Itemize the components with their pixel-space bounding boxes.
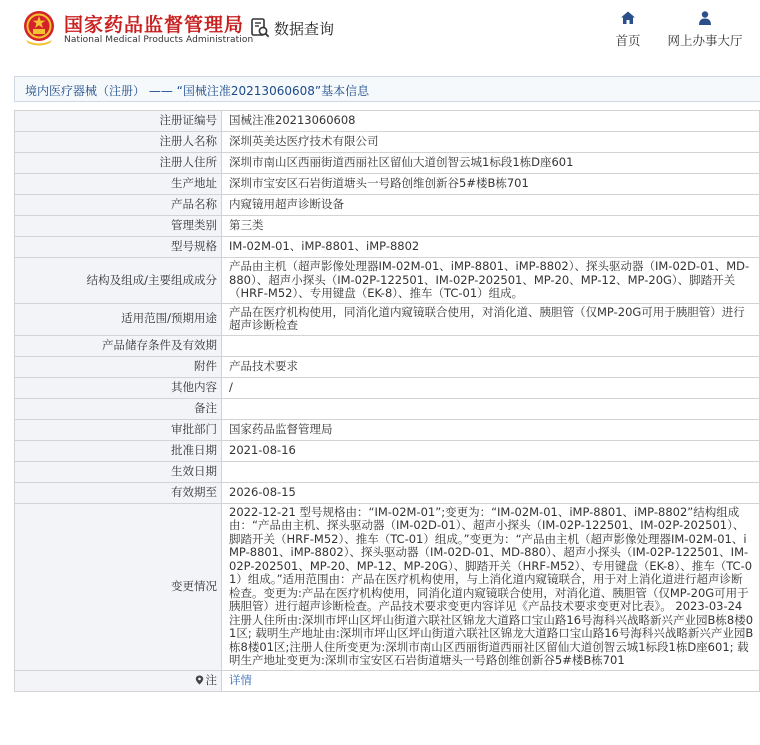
row-value bbox=[222, 461, 760, 482]
row-value: 2026-08-15 bbox=[222, 482, 760, 503]
details-link[interactable]: 详情 bbox=[229, 672, 252, 687]
row-label: 结构及组成/主要组成成分 bbox=[15, 258, 222, 304]
row-label: 注册人名称 bbox=[15, 132, 222, 153]
table-row bbox=[15, 237, 760, 258]
row-value bbox=[222, 335, 760, 356]
row-label: 附件 bbox=[15, 356, 222, 377]
row-value: 内窥镜用超声诊断设备 bbox=[222, 195, 760, 216]
site-header bbox=[0, 0, 760, 56]
row-label: 生效日期 bbox=[15, 461, 222, 482]
table-row bbox=[15, 503, 760, 670]
home-icon bbox=[620, 10, 636, 26]
row-value: 产品在医疗机构使用，同消化道内窥镜联合使用，对消化道、胰胆管（仅MP-20G可用于胰胆管）进行超声诊断检查 bbox=[222, 303, 760, 335]
row-value: 产品由主机（超声影像处理器IM-02M-01、iMP-8801、iMP-8802）、探头驱动器（IM-02D-01、MD-880）、超声小探头（IM-02P-122501、IM-02P-202501、MP-20、MP-12、MP-20G）、脚踏开关（HRF-M52）、专用键盘（EK-8）、推车（TC-01）组成。 bbox=[222, 258, 760, 304]
pin-icon bbox=[195, 675, 204, 685]
row-value: 国械注准20213060608 bbox=[222, 111, 760, 132]
search-document-icon bbox=[250, 17, 270, 39]
row-value: 深圳市南山区西丽街道西丽社区留仙大道创智云城1标段1栋D座601 bbox=[222, 153, 760, 174]
row-value: 深圳英美达医疗技术有限公司 bbox=[222, 132, 760, 153]
user-icon bbox=[697, 10, 713, 26]
row-value: 产品技术要求 bbox=[222, 356, 760, 377]
row-label: 审批部门 bbox=[15, 419, 222, 440]
note-label-text: 注 bbox=[205, 672, 217, 687]
table-row bbox=[15, 398, 760, 419]
breadcrumb-section-link[interactable]: 境内医疗器械（注册） bbox=[25, 84, 146, 98]
home-nav-label: 首页 bbox=[615, 33, 641, 48]
row-value: 深圳市宝安区石岩街道塘头一号路创维创新谷5#楼B栋701 bbox=[222, 174, 760, 195]
row-label: 产品名称 bbox=[15, 195, 222, 216]
row-value: 国家药品监督管理局 bbox=[222, 419, 760, 440]
table-row bbox=[15, 440, 760, 461]
breadcrumb-separator: —— bbox=[148, 84, 173, 98]
row-value: / bbox=[222, 377, 760, 398]
row-value bbox=[222, 670, 760, 691]
row-label: 生产地址 bbox=[15, 174, 222, 195]
logo-title[interactable]: 国家药品监督管理局 bbox=[64, 14, 245, 36]
row-value bbox=[222, 398, 760, 419]
row-value: 2021-08-16 bbox=[222, 440, 760, 461]
table-row bbox=[15, 670, 760, 691]
row-label: 备注 bbox=[15, 398, 222, 419]
data-query-link[interactable] bbox=[250, 16, 334, 40]
table-row bbox=[15, 174, 760, 195]
table-row bbox=[15, 419, 760, 440]
table-row bbox=[15, 335, 760, 356]
breadcrumb bbox=[25, 82, 369, 99]
row-value: IM-02M-01、iMP-8801、iMP-8802 bbox=[222, 237, 760, 258]
row-label: 其他内容 bbox=[15, 377, 222, 398]
row-label: 注册人住所 bbox=[15, 153, 222, 174]
home-nav-button[interactable] bbox=[606, 10, 650, 49]
table-row bbox=[15, 195, 760, 216]
online-office-nav-label: 网上办事大厅 bbox=[667, 33, 743, 48]
row-value: 第三类 bbox=[222, 216, 760, 237]
row-label: 有效期至 bbox=[15, 482, 222, 503]
table-row bbox=[15, 258, 760, 304]
table-row bbox=[15, 216, 760, 237]
table-row bbox=[15, 356, 760, 377]
row-label: 批准日期 bbox=[15, 440, 222, 461]
row-label: 适用范围/预期用途 bbox=[15, 303, 222, 335]
breadcrumb-bar bbox=[14, 76, 760, 102]
table-row bbox=[15, 461, 760, 482]
logo-subtitle[interactable]: National Medical Products Administration bbox=[64, 35, 254, 45]
device-info-table bbox=[14, 110, 760, 692]
row-value: 2022-12-21 型号规格由：“IM-02M-01”;变更为：“IM-02M-01、iMP-8801、iMP-8802”结构组成由：“产品由主机、探头驱动器（IM-02D-01）、超声小探头（IM-02P-122501、IM-02P-202501）、脚踏开关（HRF-M52）、推车（TC-01）组成。”变更为：“产品由主机（超声影像处理器IM-02M-01、iMP-8801、iMP-8802）、探头驱动器（IM-02D-01、MD-880）、超声小探头（IM-02P-122501、IM-02P-202501、MP-20、MP-12、MP-20G）、脚踏开关（HRF-M52）、专用键盘（EK-8）、推车（TC-01）组成。”适用范围由：产品在医疗机构使用，与上消化道内窥镜联合，用于对上消化道进行超声诊断检查。变更为:产品在医疗机构使用，同消化道内窥镜联合使用，对消化道、胰胆管（仅MP-20G可用于胰胆管）进行超声诊断检查。产品技术要求变更内容详见《产品技术要求变更对比表》。 2023-03-24 注册人住所由:深圳市坪山区坪山街道六联社区锦龙大道路口宝山路16号海科兴战略新兴产业园B栋8楼01区; 载明生产地址由:深圳市坪山区坪山街道六联社区锦龙大道路口宝山路16号海科兴战略新兴产业园B栋8楼01区;注册人住所变更为:深圳市南山区西丽街道西丽社区留仙大道创智云城1标段1栋D座601; 载明生产地址变更为:深圳市宝安区石岩街道塘头一号路创维创新谷5#楼B栋701 bbox=[222, 503, 760, 670]
online-office-nav-button[interactable] bbox=[660, 10, 750, 49]
table-row bbox=[15, 482, 760, 503]
table-row bbox=[15, 377, 760, 398]
table-row bbox=[15, 303, 760, 335]
row-label: 注册证编号 bbox=[15, 111, 222, 132]
data-query-label: 数据查询 bbox=[274, 19, 335, 38]
table-row bbox=[15, 132, 760, 153]
national-emblem-icon[interactable] bbox=[22, 10, 56, 46]
table-row bbox=[15, 111, 760, 132]
row-label: 产品储存条件及有效期 bbox=[15, 335, 222, 356]
row-label: 型号规格 bbox=[15, 237, 222, 258]
row-label: 变更情况 bbox=[15, 503, 222, 670]
breadcrumb-current: “国械注准20213060608”基本信息 bbox=[176, 84, 370, 98]
row-label: 管理类别 bbox=[15, 216, 222, 237]
note-row-label bbox=[15, 670, 222, 691]
table-row bbox=[15, 153, 760, 174]
